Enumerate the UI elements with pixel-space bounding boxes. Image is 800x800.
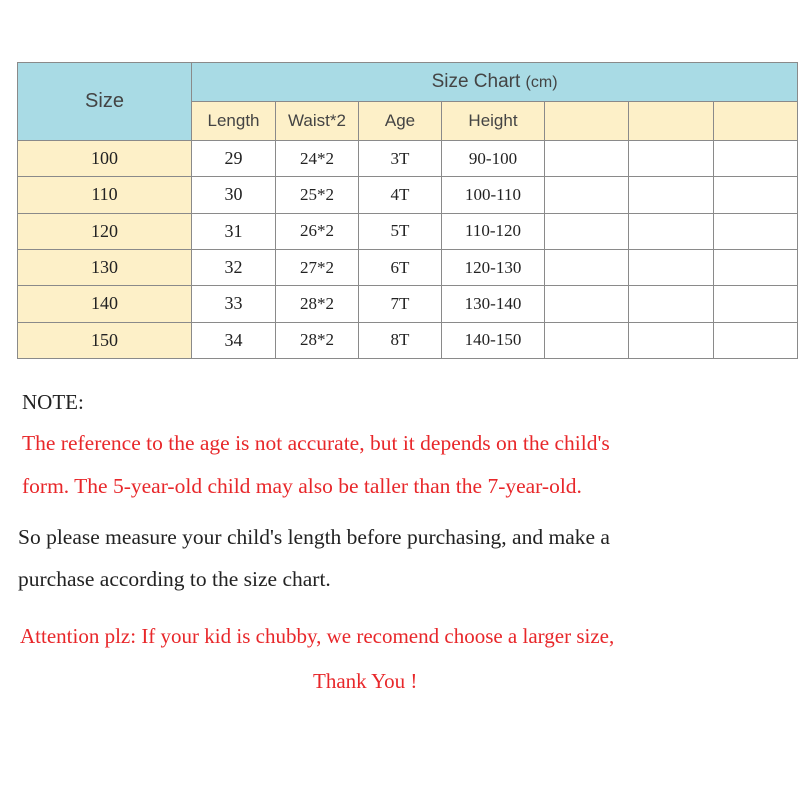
height-cell: 130-140 — [442, 286, 545, 322]
height-cell: 90-100 — [442, 141, 545, 177]
empty-cell — [545, 249, 629, 285]
age-cell: 7T — [359, 286, 442, 322]
column-header-height: Height — [442, 102, 545, 141]
empty-cell — [629, 286, 714, 322]
height-cell: 140-150 — [442, 322, 545, 358]
age-cell: 5T — [359, 213, 442, 249]
height-cell: 120-130 — [442, 249, 545, 285]
empty-cell — [714, 286, 798, 322]
empty-cell — [545, 177, 629, 213]
column-header-empty — [714, 102, 798, 141]
length-cell: 33 — [192, 286, 276, 322]
age-disclaimer-line-1: The reference to the age is not accurate, but it depends on the child's — [22, 431, 610, 455]
column-header-age: Age — [359, 102, 442, 141]
size-cell: 130 — [18, 249, 192, 285]
age-cell: 3T — [359, 141, 442, 177]
column-header-empty — [629, 102, 714, 141]
waist-cell: 26*2 — [276, 213, 359, 249]
table-row — [18, 177, 798, 213]
size-chart-title-text: Size Chart — [431, 71, 526, 92]
size-cell: 120 — [18, 213, 192, 249]
column-header-empty — [545, 102, 629, 141]
empty-cell — [714, 213, 798, 249]
empty-cell — [545, 213, 629, 249]
table-header-row — [18, 63, 798, 102]
age-cell: 6T — [359, 249, 442, 285]
size-chart-unit: (cm) — [525, 74, 558, 91]
empty-cell — [714, 322, 798, 358]
length-cell: 32 — [192, 249, 276, 285]
table-row — [18, 141, 798, 177]
empty-cell — [714, 141, 798, 177]
table-row — [18, 286, 798, 322]
waist-cell: 28*2 — [276, 322, 359, 358]
length-cell: 29 — [192, 141, 276, 177]
size-column-header: Size — [18, 63, 192, 141]
waist-cell: 28*2 — [276, 286, 359, 322]
empty-cell — [714, 177, 798, 213]
length-cell: 31 — [192, 213, 276, 249]
size-cell: 140 — [18, 286, 192, 322]
height-cell: 100-110 — [442, 177, 545, 213]
empty-cell — [545, 322, 629, 358]
empty-cell — [629, 322, 714, 358]
size-cell: 110 — [18, 177, 192, 213]
note-label: NOTE: — [22, 390, 84, 414]
thank-you-text: Thank You ! — [313, 669, 418, 693]
empty-cell — [629, 249, 714, 285]
empty-cell — [629, 141, 714, 177]
age-cell: 8T — [359, 322, 442, 358]
age-disclaimer-line-2: form. The 5-year-old child may also be taller than the 7-year-old. — [22, 474, 582, 498]
size-cell: 100 — [18, 141, 192, 177]
waist-cell: 24*2 — [276, 141, 359, 177]
empty-cell — [629, 177, 714, 213]
table-row — [18, 322, 798, 358]
waist-cell: 25*2 — [276, 177, 359, 213]
size-chart-title — [192, 63, 798, 102]
size-chart-table — [17, 62, 798, 359]
column-header-waist: Waist*2 — [276, 102, 359, 141]
waist-cell: 27*2 — [276, 249, 359, 285]
height-cell: 110-120 — [442, 213, 545, 249]
empty-cell — [545, 286, 629, 322]
length-cell: 30 — [192, 177, 276, 213]
table-row — [18, 249, 798, 285]
measure-instruction-line-1: So please measure your child's length before purchasing, and make a — [18, 525, 610, 549]
age-cell: 4T — [359, 177, 442, 213]
length-cell: 34 — [192, 322, 276, 358]
empty-cell — [629, 213, 714, 249]
empty-cell — [545, 141, 629, 177]
size-cell: 150 — [18, 322, 192, 358]
table-row — [18, 213, 798, 249]
empty-cell — [714, 249, 798, 285]
attention-note: Attention plz: If your kid is chubby, we recomend choose a larger size, — [20, 624, 615, 648]
measure-instruction-line-2: purchase according to the size chart. — [18, 567, 331, 591]
column-header-length: Length — [192, 102, 276, 141]
